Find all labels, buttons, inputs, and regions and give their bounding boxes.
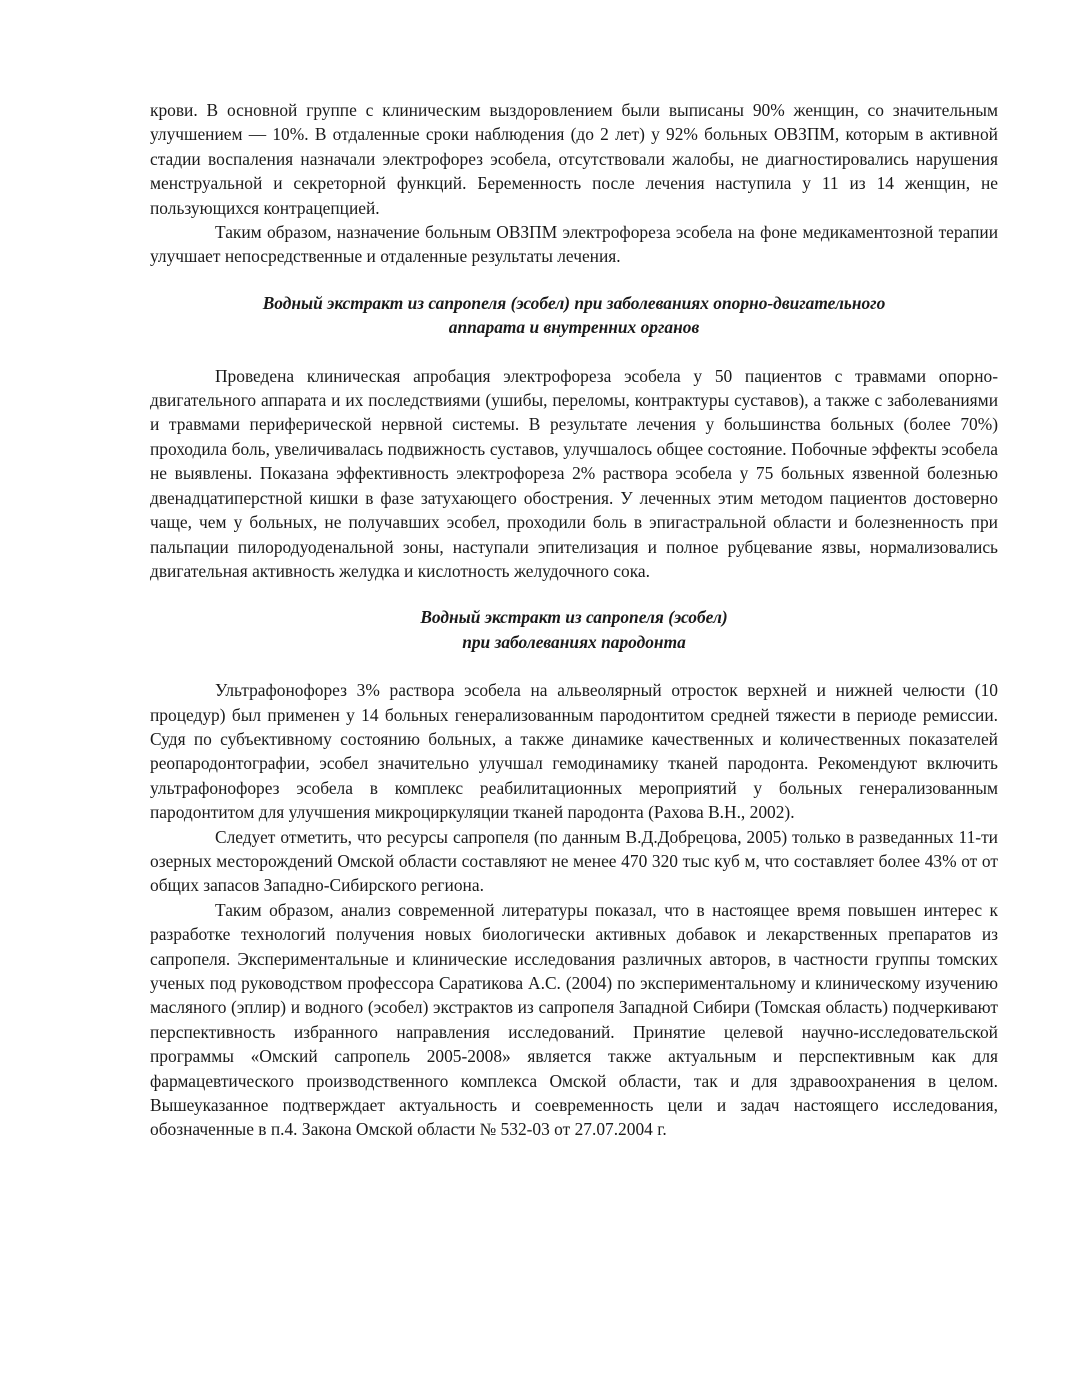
section-heading-periodontal [150, 605, 998, 654]
paragraph-resources: Следует отметить, что ресурсы сапропеля (по данным В.Д.Добрецова, 2005) только в разведанных 11-ти озерных месторождений Омской области составляют не менее 470 320 тыс куб м, что составляет более 43% от от общих запасов Западно-Сибирского региона. [150, 826, 998, 896]
document-page [150, 98, 998, 1142]
paragraph-conclusion-1: Таким образом, назначение больным ОВЗПМ электрофореза эсобела на фоне медикаментозной терапии улучшает непосредственные и отдаленные результаты лечения. [150, 222, 998, 267]
heading-line-2: при заболеваниях пародонта [462, 631, 686, 652]
heading-line-1: Водный экстракт из сапропеля (эсобел) при заболеваниях опорно-двигательного [262, 292, 886, 313]
paragraph-continuation: крови. В основной группе с клиническим выздоровлением были выписаны 90% женщин, со значительным улучшением — 10%. В отдаленные сроки наблюдения (до 2 лет) у 92% больных ОВЗПМ, которым в активной стадии воспаления назначали электрофорез эсобела, отсутствовали жалобы, не диагностировались нарушения менструальной и секреторной функций. Беременность после лечения наступила у 11 из 14 женщин, не пользующихся контрацепцией. [150, 100, 998, 218]
section-heading-musculoskeletal [150, 291, 998, 340]
heading-line-2: аппарата и внутренних органов [448, 317, 700, 338]
paragraph-periodontal: Ультрафонофорез 3% раствора эсобела на альвеолярный отросток верхней и нижней челюсти (10 процедур) был применен у 14 больных генерализованным пародонтитом средней тяжести в периоде ремиссии. Судя по субъективному состоянию больных, а также динамике качественных и количественных показателей реопародонтографии, эсобел значительно улучшал гемодинамику тканей пародонта. Рекомендуют включить ультрафонофорез эсобела в комплекс реабилитационных мероприятий у больных генерализованным пародонтитом для улучшения микроциркуляции тканей пародонта (Рахова В.Н., 2002). [150, 680, 998, 823]
heading-line-1: Водный экстракт из сапропеля (эсобел) [420, 607, 728, 628]
paragraph-conclusion-2: Таким образом, анализ современной литературы показал, что в настоящее время повышен интерес к разработке технологий получения новых биологически активных добавок и лекарственных препаратов из сапропеля. Экспериментальные и клинические исследования различных авторов, в частности группы томских ученых под руководством профессора Саратикова А.С. (2004) по экспериментальному и клиническому изучению масляного (эплир) и водного (эсобел) экстрактов из сапропеля Западной Сибири (Томская область) подчеркивают перспективность избранного направления исследований. Принятие целевой научно-исследовательской программы «Омский сапропель 2005-2008» является также актуальным и перспективным как для фармацевтического производственного комплекса Омской области, так и для здравоохранения в целом. Вышеуказанное подтверждает актуальность и соевременность цели и задач настоящего исследования, обозначенные в п.4. Закона Омской области № 532-03 от 27.07.2004 г. [150, 899, 998, 1140]
paragraph-musculoskeletal: Проведена клиническая апробация электрофореза эсобела у 50 пациентов с травмами опорно-двигательного аппарата и их последствиями (ушибы, переломы, контрактуры суставов), а также с заболеваниями и травмами периферической нервной системы. В результате лечения у большинства больных (более 70%) проходила боль, увеличивалась подвижность суставов, улучшалось общее состояние. Побочные эффекты эсобела не выявлены. Показана эффективность электрофореза 2% раствора эсобела у 75 больных язвенной болезнью двенадцатиперстной кишки в фазе затухающего обострения. У леченных этим методом пациентов достоверно чаще, чем у больных, не получавших эсобел, проходили боль в эпигастральной области и болезненность при пальпации пилородуоденальной зоны, наступали эпителизация и полное рубцевание язвы, нормализовались двигательная активность желудка и кислотность желудочного сока. [150, 365, 998, 581]
